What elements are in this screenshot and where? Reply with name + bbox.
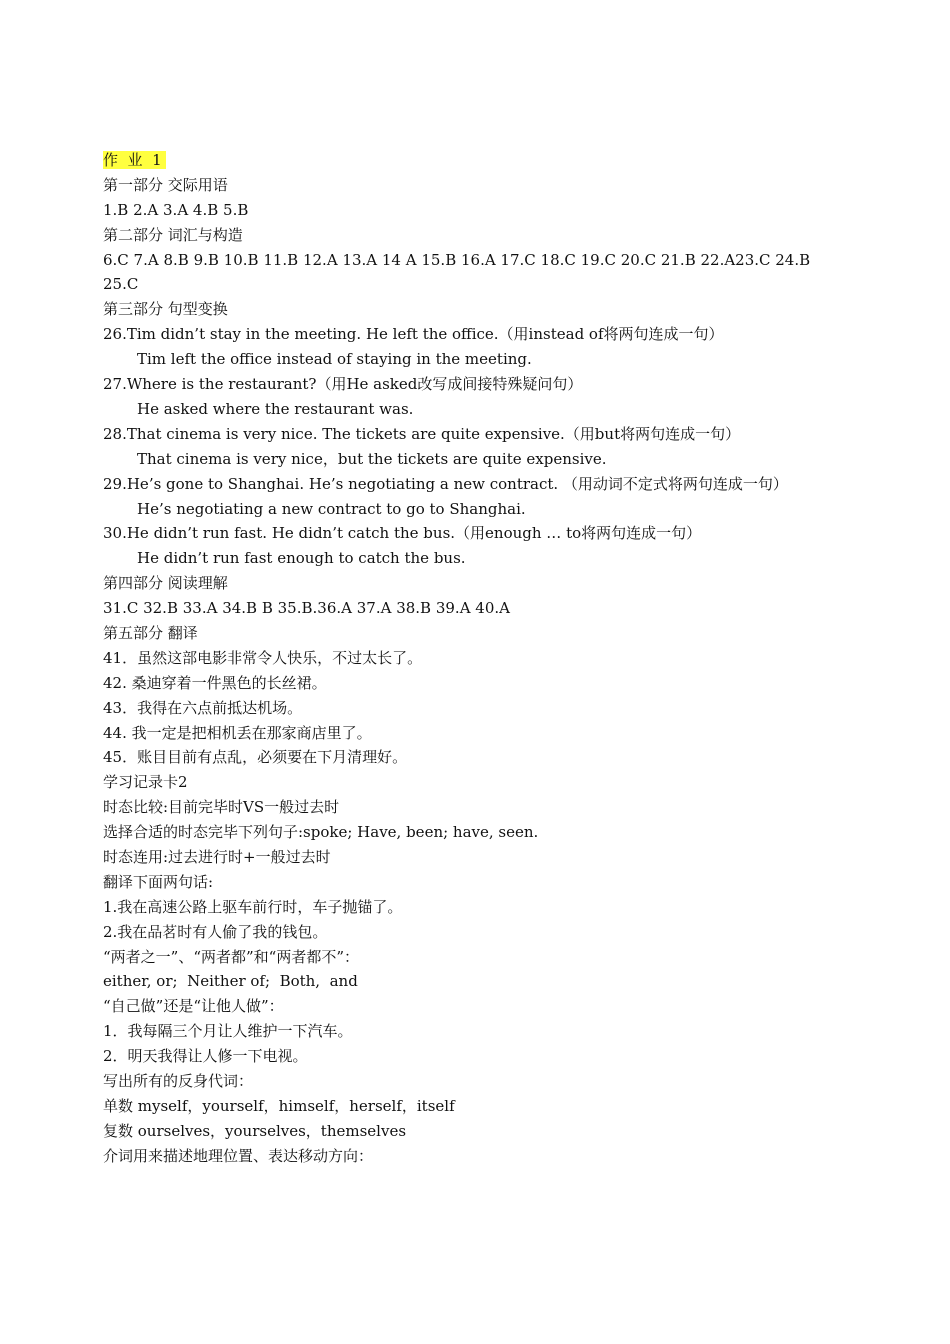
preposition-heading: 介词用来描述地理位置、表达移动方向： — [103, 1146, 374, 1165]
tense-combination: 时态连用:过去进行时+一般过去时 — [103, 848, 331, 866]
document-page — [103, 148, 823, 1169]
section-heading-4: 第四部分 阅读理解 — [103, 574, 228, 593]
assignment-title: 作 业 1 — [103, 151, 166, 169]
reflexive-plural: 复数 ourselves，yourselves，themselves — [103, 1121, 407, 1140]
translation-44: 44. 我一定是把相机丢在那家商店里了。 — [103, 723, 372, 742]
question-27: 27.Where is the restaurant?（用He asked改写成间接特殊疑问句） — [103, 375, 583, 394]
question-26: 26.Tim didn’t stay in the meeting. He left the office.（用instead of将两句连成一句） — [103, 325, 724, 344]
causative-heading: “自己做”还是“让他人做”： — [103, 997, 284, 1016]
record-card-heading: 学习记录卡2 — [103, 773, 188, 792]
answer-28: That cinema is very nice，but the tickets are quite expensive. — [137, 449, 607, 468]
translate-sentence-1: 1.我在高速公路上驱车前行时，车子抛锚了。 — [103, 897, 403, 916]
causative-sentence-1: 1．我每隔三个月让人维护一下汽车。 — [103, 1022, 353, 1041]
causative-sentence-2: 2．明天我得让人修一下电视。 — [103, 1047, 308, 1066]
question-30: 30.He didn’t run fast. He didn’t catch the bus.（用enough … to将两句连成一句） — [103, 524, 702, 543]
tense-comparison: 时态比较:目前完毕时VS一般过去时 — [103, 798, 340, 817]
answer-26: Tim left the office instead of staying in the meeting. — [137, 350, 532, 369]
translation-41: 41．虽然这部电影非常令人快乐，不过太长了。 — [103, 648, 423, 667]
answer-29: He’s negotiating a new contract to go to Shanghai. — [137, 499, 526, 518]
section-heading-3: 第三部分 句型变换 — [103, 300, 228, 319]
assignment-title-line — [103, 148, 823, 173]
reflexive-singular: 单数 myself，yourself，himself，herself，itself — [103, 1096, 455, 1115]
question-28: 28.That cinema is very nice. The tickets are quite expensive.（用but将两句连成一句） — [103, 424, 741, 443]
question-29: 29.He’s gone to Shanghai. He’s negotiating a new contract. （用动词不定式将两句连成一句） — [103, 474, 788, 493]
translate-instruction: 翻译下面两句话: — [103, 872, 214, 891]
section-heading-5: 第五部分 翻译 — [103, 623, 198, 642]
tense-choice: 选择合适的时态完毕下列句子:spoke; Have, been; have, seen. — [103, 823, 539, 842]
translation-43: 43．我得在六点前抵达机场。 — [103, 698, 303, 717]
section-heading-1: 第一部分 交际用语 — [103, 175, 228, 194]
translation-45: 45．账目目前有点乱，必须要在下月清理好。 — [103, 748, 408, 767]
section-heading-2: 第二部分 词汇与构造 — [103, 225, 243, 244]
translation-42: 42. 桑迪穿着一件黑色的长丝裙。 — [103, 673, 327, 692]
reflexive-heading: 写出所有的反身代词： — [103, 1072, 254, 1091]
answers-part-1: 1.B 2.A 3.A 4.B 5.B — [103, 200, 249, 219]
either-both-heading: “两者之一”、“两者都”和“两者都不”： — [103, 947, 360, 966]
answers-part-2: 6.C 7.A 8.B 9.B 10.B 11.B 12.A 13.A 14 A 15.B 16.A 17.C 18.C 19.C 20.C 21.B 22.A23.C 24.B 25.C — [103, 250, 811, 294]
answer-27: He asked where the restaurant was. — [137, 399, 414, 418]
answers-part-4: 31.C 32.B 33.A 34.B B 35.B.36.A 37.A 38.B 39.A 40.A — [103, 599, 510, 618]
either-both-answers: either, or; Neither of; Both, and — [103, 972, 358, 991]
translate-sentence-2: 2.我在品茗时有人偷了我的钱包。 — [103, 922, 328, 941]
answer-30: He didn’t run fast enough to catch the bus. — [137, 549, 466, 568]
